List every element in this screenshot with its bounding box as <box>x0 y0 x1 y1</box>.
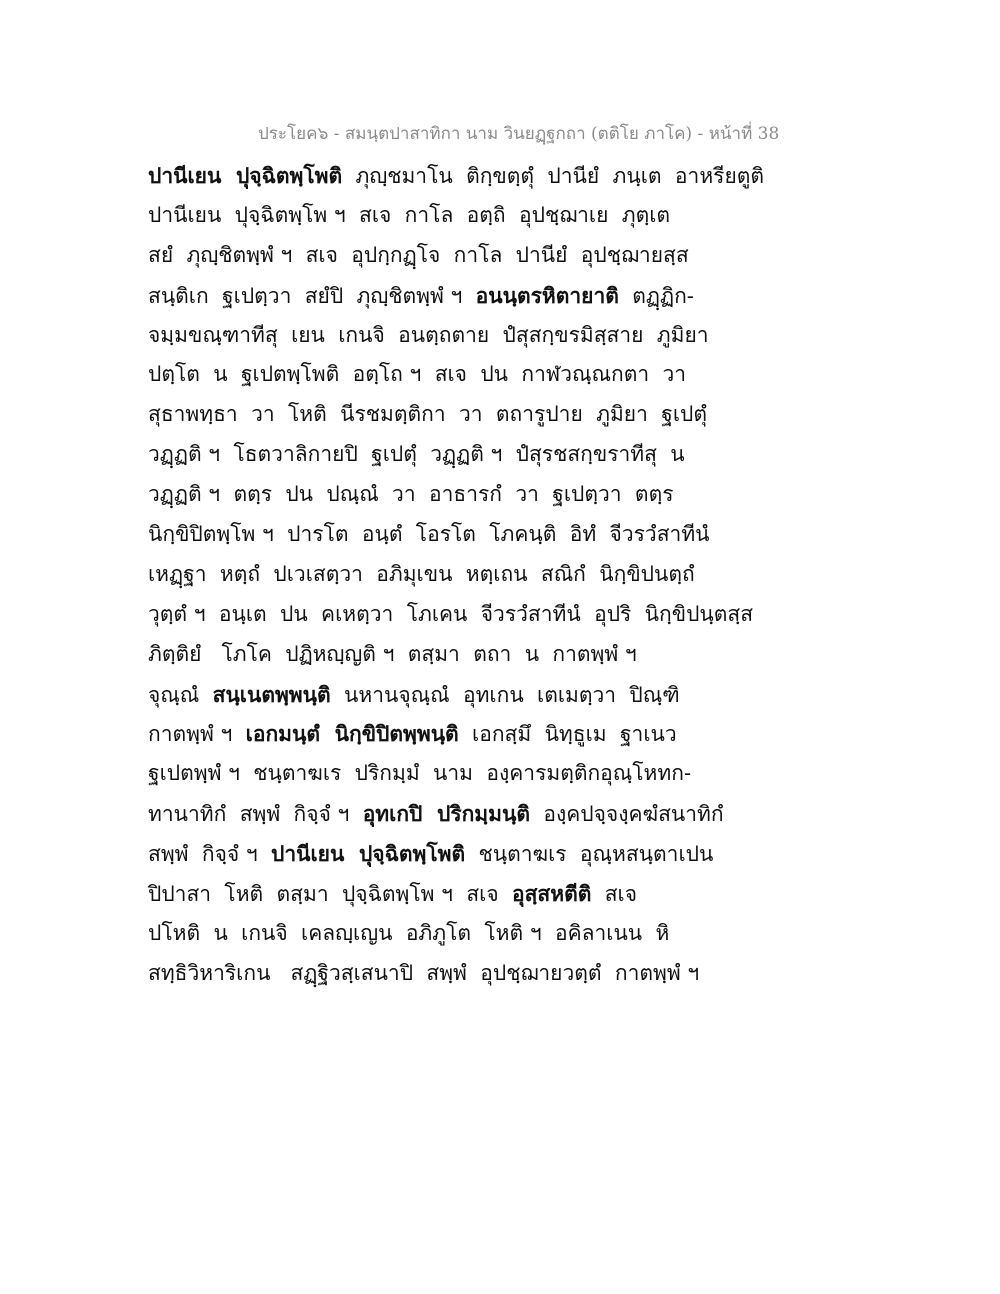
bold-term: เอกมนฺตํ นิกฺขิปิตพฺพนฺติ <box>245 721 459 747</box>
body-text <box>148 156 765 994</box>
text-segment: สนฺติเก ฐเปตฺวา สยํปิ ภุญฺชิตพฺพํ ฯ <box>148 283 476 308</box>
text-segment: เหฏฺฐา หตฺถํ ปเวเสตฺวา อภิมุเขน หตฺเถน สณิกํ นิกฺขิปนตฺถํ <box>148 561 695 586</box>
text-line <box>148 595 754 635</box>
text-segment: ปตฺโต น ฐเปตพฺโพติ อตฺโถ ฯ สเจ ปน กาฬวณฺณกตา วา <box>148 362 687 387</box>
text-line <box>148 276 708 316</box>
text-segment: นิกฺขิปิตพฺโพ ฯ ปารโต อนฺตํ โอรโต โภคนฺติ อิทํ จีวรวํสาทีนํ <box>148 522 710 547</box>
bold-term: อุสฺสหตีติ <box>511 881 592 907</box>
text-segment: กาตพฺพํ ฯ <box>148 722 246 747</box>
text-segment: ภิตฺติยํ โภโค ปฏิหญฺญติ ฯ ตสฺมา ตถา น กาตพฺพํ ฯ <box>148 641 637 666</box>
text-line <box>148 555 708 595</box>
text-segment: วุตฺตํ ฯ อนฺเต ปน คเหตฺวา โภเคน จีวรวํสาทีนํ อุปริ นิกฺขิปนฺตสฺส <box>148 601 754 626</box>
text-segment: จมฺมขณฺฑาทีสุ เยน เกนจิ อนตฺถตาย ปํสุสกฺขรมิสฺสาย ภูมิยา <box>148 322 709 347</box>
text-segment: วฏฺฏติ ฯ โธตวาลิกายปิ ฐเปตุํ วฏฺฏติ ฯ ปํสุรชสกฺขราทีสุ น <box>148 442 685 467</box>
text-segment: สพฺพํ กิจฺจํ ฯ <box>148 842 271 867</box>
bold-term: ปานีเยน ปุจฺฉิตพฺโพติ <box>148 163 343 188</box>
text-line <box>148 475 708 515</box>
text-segment: จุณฺณํ <box>148 682 213 707</box>
text-segment: นหานจุณฺณํ อุทเกน เตเมตฺวา ปิณฺฑิ <box>330 682 680 707</box>
text-line <box>148 794 724 834</box>
text-line <box>148 635 708 675</box>
text-line <box>148 515 708 555</box>
text-segment: ภุญฺชมาโน ติกฺขตฺตุํ ปานียํ ภนฺเต อาหรียตูติ <box>342 164 765 188</box>
text-segment: ตฏฺฏิก- <box>618 283 694 308</box>
bold-term: อุทเกปิ ปริกมฺมนฺติ <box>362 801 530 827</box>
bold-term: อนนฺตรหิตายาติ <box>475 282 619 308</box>
text-line <box>148 355 708 395</box>
text-segment: ปิปาสา โหติ ตสฺมา ปุจฺฉิตพฺโพ ฯ สเจ <box>148 882 512 907</box>
text-segment: ชนฺตาฆเร อุณฺหสนฺตาเปน <box>465 842 714 867</box>
bold-term: สนฺเนตพฺพนฺติ <box>212 681 331 707</box>
text-segment: ทานาทิกํ สพฺพํ กิจฺจํ ฯ <box>148 802 363 827</box>
text-line <box>148 395 708 435</box>
text-segment: สุธาพทฺธา วา โหติ นีรชมตฺติกา วา ตถารูปาย ภูมิยา ฐเปตุํ <box>148 402 707 427</box>
text-segment: ปานีเยน ปุจฺฉิตพฺโพ ฯ สเจ กาโล อตฺถิ อุปชฺฌาเย ภุตฺเต <box>148 202 671 227</box>
text-segment: องฺคปจฺจงฺคฆํสนาทิกํ <box>530 802 724 827</box>
text-segment: เอกสฺมึ นิทฺธูเม ฐาเนว <box>458 722 677 747</box>
text-line <box>148 754 708 794</box>
text-segment: ปโหติ น เกนจิ เคลญฺเญน อภิภูโต โหติ ฯ อคิลาเนน หิ <box>148 920 670 945</box>
text-line <box>148 236 708 276</box>
text-line <box>148 316 708 356</box>
text-line <box>148 714 708 754</box>
text-line <box>148 954 708 994</box>
text-segment: วฏฺฏติ ฯ ตตฺร ปน ปณฺณํ วา อาธารกํ วา ฐเปตฺวา ตตฺร <box>148 482 674 507</box>
text-line <box>148 675 708 715</box>
text-line <box>148 435 708 475</box>
text-line <box>148 874 708 914</box>
bold-term: ปานีเยน ปุจฺฉิตพฺโพติ <box>271 841 466 867</box>
running-header: ประโยค๖ - สมนฺตปาสาทิกา นาม วินยฏฺฐกถา (ตติโย ภาโค) - หน้าที่ 38 <box>258 124 780 144</box>
text-line <box>148 156 765 196</box>
text-segment: สยํ ภุญฺชิตพฺพํ ฯ สเจ อุปกฺกฏฺโจ กาโล ปานียํ อุปชฺฌายสฺส <box>148 242 689 267</box>
text-line <box>148 834 714 874</box>
text-segment: สเจ <box>591 882 638 907</box>
text-segment: ฐเปตพฺพํ ฯ ชนฺตาฆเร ปริกมฺมํ นาม องฺคารมตฺติกอุณฺโหทก- <box>148 761 692 786</box>
text-line <box>148 196 708 236</box>
text-line <box>148 914 708 954</box>
text-segment: สทฺธิวิหาริเกน สฏฺฐิวสฺเสนาปิ สพฺพํ อุปชฺฌายวตฺตํ กาตพฺพํ ฯ <box>148 960 700 985</box>
